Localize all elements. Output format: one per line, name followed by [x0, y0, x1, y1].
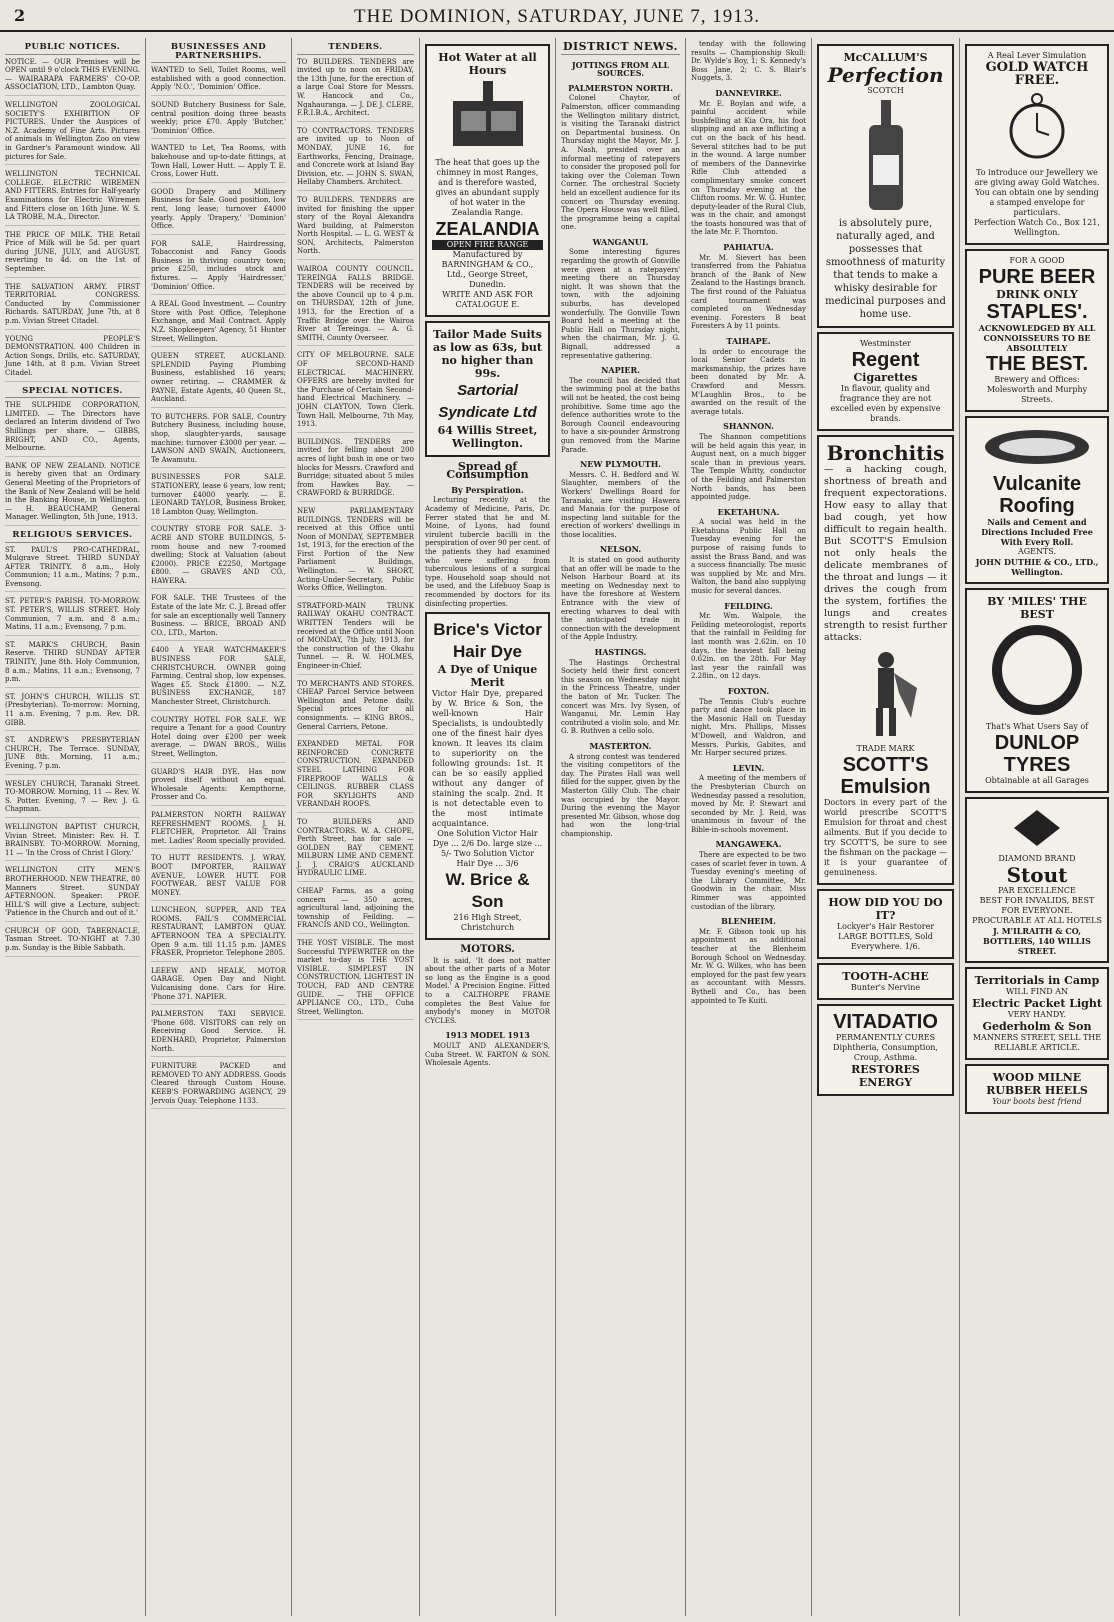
whisky-bottle-icon	[861, 100, 911, 210]
classified-ad: A REAL Good Investment. — Country Store with Post Office, Telephone Exchange, and Mail Contract. Apply N.Z. Shopkeepers' Agency, 51 Hunter Street, Wellington.	[151, 300, 286, 347]
notice-ad: THE SALVATION ARMY. FIRST TERRITORIAL CONGRESS. Conducted by Commissioner Richards. SATURDAY, June 7th, at 8 p.m. Vivian Street Citadel.	[5, 283, 140, 330]
news-place: HASTINGS.	[594, 647, 647, 657]
tailor-line-2: as low as 63s, but	[432, 340, 543, 354]
beer-best: THE BEST.	[985, 352, 1089, 375]
brice-address: 216 High Street, Christchurch	[453, 913, 522, 933]
column-tenders	[292, 38, 420, 1616]
news-text: A social was held in the Eketahuna Public Hall on Tuesday evening for the purpose of raising funds to assist the Brass Band, and was a success financially. The music was supplied by Mr. and Mrs. Walton, the band also supplying music for several dances.	[691, 518, 806, 596]
news-text: There are expected to be two cases of scarlet fever in town. A Tuesday evening's meeting of the Library Committee, Mr. Goodwin in the chair, Miss Rimmer was appointed custodian of the library.	[691, 851, 806, 911]
tailor-line-3: no higher than 99s.	[441, 353, 534, 380]
zealandia-text: The heat that goes up the chimney in most Ranges, and is therefore wasted, gives an abundant supply of hot water in the Zealandia Range.	[435, 157, 540, 217]
notice-ad: NOTICE. — OUR Premises will be OPEN until 9 o'clock THIS EVENING. — WAIRARAPA FARMERS' CO-OP. ASSOCIATION, LTD., Lambton Quay.	[5, 58, 140, 96]
vulcanite-company: JOHN DUTHIE & CO., LTD., Wellington.	[975, 557, 1099, 578]
diamond-stout-ad	[965, 797, 1109, 964]
tender-ad: CHEAP Farms, as a going concern — 350 acres, agricultural land, adjoining the township of Feilding. — FRANCIS AND CO., Wellington.	[297, 887, 414, 934]
mccallum-scotch: SCOTCH	[867, 86, 904, 95]
stout-maker: J. M'ILRAITH & CO, BOTTLERS, 140 WILLIS STREET.	[983, 926, 1091, 957]
vitadatio-sub: PERMANENTLY CURES Diphtheria, Consumption, Croup, Asthma.	[833, 1033, 938, 1063]
toothache-title: TOOTH-ACHE	[842, 970, 929, 984]
brice-prices: One Solution Victor Hair Dye ... 2/6 Do. large size ... 5/- Two Solution Victor Hair Dye ... 3/6	[432, 829, 543, 869]
column-district-news	[556, 38, 686, 1616]
classified-ad: PALMERSTON TAXI SERVICE. 'Phone 608. VISITORS can rely on Receiving Good Service. H. EDENHARD, Proprietor, Palmerston North.	[151, 1010, 286, 1057]
news-place: EKETAHUNA.	[717, 506, 780, 517]
beer-ack: ACKNOWLEDGED BY ALL CONNOISSEURS TO BE ABSOLUTELY	[978, 322, 1096, 353]
notice-ad: WELLINGTON TECHNICAL COLLEGE. ELECTRIC WIREMEN AND FITTERS. Entries for Half-yearly Examinations for Electric Wiremen and Fitters close on 16th June. W. S. LA TROBE, M.A., Director.	[5, 170, 140, 226]
notice-ad: YOUNG PEOPLE'S DEMONSTRATION. 400 Children in Action Songs, Drills, etc. SATURDAY, June 14th, at 8 p.m. Vivian Street Citadel.	[5, 335, 140, 382]
range-stove-icon	[443, 81, 533, 151]
fishman-trademark-icon	[851, 648, 921, 738]
tender-ad: TO BUILDERS AND CONTRACTORS. W. A. CHOPE, Perth Street, has for sale — GOLDEN BAY CEMENT, MILBURN LIME AND CEMENT. J. J. CRAIG'S AUCKLAND HYDRAULIC LIME.	[297, 818, 414, 882]
toothache-ad	[817, 963, 954, 1000]
church-notice: WESLEY CHURCH, Taranaki Street. TO-MORROW. Morning, 11 — Rev. W. S. Potter. Evening, 7 — Rev. J. G. Chapman.	[5, 780, 140, 818]
news-text: Colonel Chaytor, of Palmerston, officer commanding the Wellington military district, is visiting the Taranaki district on Departmental business. On Thursday night the Mayor, Mr. J. A. Nash, presided over an informal meeting of ratepayers to consider the proposed poll for taking over the Coleman Town Corner. The orchestral Society held an excellent audience for its concert on Thursday evening. The Opera House was well filled, the programme being a capital one.	[561, 94, 680, 232]
church-notice: CHURCH OF GOD, TABERNACLE, Tasman Street. TO-NIGHT at 7.30 p.m. Sunday is the Bible Sabbath.	[5, 927, 140, 957]
news-text: A strong contest was tendered the visiting competitors of the day. The Pirates Hall was well filled for the supper, given by the Masterton Gilly Club. The chair was occupied by the Mayor. During the evening the Mayor presented Mr. Gibson, whose dog had won the long-trial championship.	[561, 752, 680, 838]
bronchitis-text: — a hacking cough, shortness of breath and frequent expectorations. How easy to allay that bad cough, yet how difficult to regain health. But SCOTT'S Emulsion not only heals the delicate membranes of the throat and lungs — it drives the cough from the system, fortifies the lungs and creates strength to resist further attacks.	[824, 463, 947, 643]
classified-ad: COUNTRY HOTEL FOR SALE. WE require a Tenant for a good Country Hotel doing over £200 per week average. — DWAN BROS., Willis Street, Wellington.	[151, 716, 286, 763]
tyre-icon	[992, 625, 1082, 715]
stout-title: Stout	[1006, 863, 1068, 888]
scotts-text: Doctors in every part of the world prescribe SCOTT'S Emulsion for throat and chest ailments. But if you decide to try SCOTT'S, be sure to see the fishman on the package — it is your guarantee of genuineness.	[824, 798, 947, 878]
notice-ad: THE PRICE OF MILK. THE Retail Price of Milk will be 5d. per quart during JUNE, JULY, and AUGUST, reverting to 4d. on the 1st of September.	[5, 231, 140, 278]
watch-address: Perfection Watch Co., Box 121, Wellington.	[974, 217, 1100, 237]
staples-beer-ad	[965, 249, 1109, 412]
vulcanite-title: Vulcanite Roofing	[992, 473, 1082, 518]
news-place: BLENHEIM.	[721, 916, 776, 927]
church-notice: WELLINGTON CITY MEN'S BROTHERHOOD. NEW THEATRE, 80 Manners Street. SUNDAY AFTERNOON. Speaker: PROF. HILL'S will give a Lecture, subject: 'Patience in the Church and out of it.'	[5, 866, 140, 922]
brice-title: Brice's Victor Hair Dye	[433, 620, 542, 662]
classified-ad: FURNITURE PACKED and REMOVED TO ANY ADDRESS. Goods Cleared through Custom House. KEEB'S FORWARDING AGENCY, 29 Jervois Quay. Telephone 1133.	[151, 1062, 286, 1109]
news-text: Mr. M. Sievert has been transferred from the Pahiatua branch of the Bank of New Zealand to the Hastings branch. The first round of the Pahiatua card tournament was completed on Wednesday evening. Foresters B beat Foresters A by 11 points.	[691, 253, 806, 331]
mccallum-name: Perfection	[827, 63, 944, 87]
district-news-subheading: JOTTINGS FROM ALL SOURCES.	[571, 59, 670, 79]
news-text: In order to encourage the local Senior Cadets in marksmanship, the prizes have been donated by Mr. A. Crawford and Messrs. M'Laughlin Bros., to be awarded on the result of the average totals.	[691, 347, 806, 416]
regent-name: Regent	[851, 348, 920, 371]
page-number: 2	[14, 6, 26, 25]
stout-proc: PROCURABLE AT ALL HOTELS	[972, 916, 1102, 926]
lockyer-restorer-ad	[817, 889, 954, 959]
brice-maker: W. Brice & Son	[445, 870, 530, 912]
tailor-city: Wellington.	[452, 436, 523, 450]
stout-best: BEST FOR INVALIDS, BEST FOR EVERYONE.	[979, 896, 1095, 916]
notice-ad: WELLINGTON ZOOLOGICAL SOCIETY'S EXHIBITION OF PICTURES. Under the Auspices of N.Z. Academy of Fine Arts. Pictures of animals in Wellington Zoo on view in Gardner's Paramount window. All pictures for Sale.	[5, 101, 140, 165]
territorials-title: Territorials in Camp	[974, 974, 1100, 988]
news-text: tenday with the following results — Championship Skull: Dr. Wylde's Boy, 1; S. Kennedy's Boss Jane, 2; C. S. Blair's Nuggets, 3.	[691, 40, 806, 83]
lockyer-title: HOW DID YOU DO IT?	[828, 896, 943, 923]
territorials-handy: VERY HANDY.	[1007, 1010, 1067, 1020]
classified-ad: LEEEW AND HEALK, MOTOR GARAGE. Open Day and Night. Vulcanising done. Cars for Hire. 'Phone 371. NAPIER.	[151, 967, 286, 1005]
vulcanite-sub: Nails and Cement and Directions Included Free With Every Roll.	[981, 517, 1093, 548]
watch-text: To introduce our Jewellery we are giving away Gold Watches. You can obtain one by sending a stamped envelope for particulars.	[974, 167, 1100, 217]
heels-tag: Your boots best friend	[992, 1097, 1082, 1107]
beer-brand: STAPLES'.	[986, 300, 1088, 323]
watch-title: GOLD WATCH FREE.	[985, 60, 1089, 88]
dunlop-by: BY 'MILES' THE BEST	[987, 595, 1087, 622]
classified-ad: WANTED to Let, Tea Rooms, with bakehouse and up-to-date fittings, at Town Hall, Lower Hutt. — Apply T. E. Cross, Lower Hutt.	[151, 144, 286, 182]
district-news-heading: DISTRICT NEWS.	[562, 40, 679, 53]
heels-title: WOOD MILNE RUBBER HEELS	[986, 1071, 1088, 1098]
territorials-need: WILL FIND AN	[1006, 987, 1068, 997]
classified-ad: QUEEN STREET, AUCKLAND. SPLENDID Paying Plumbing Business, established 16 years; owner retiring. — CRAMMER & PAYNE, Estate Agents, 40 Queen St., Auckland.	[151, 352, 286, 408]
consumption-text: Lecturing recently at the Academy of Medicine, Paris, Dr. Ferrer stated that he and M. Moine, of Lyons, had found virulent tubercle bacilli in the perspiration of over 90 per cent. of the patients they had examined who were suffering from tuberculous lesions of a surgical type. Household soap should not be used, and the Lifebuoy Soap is recommended by doctors for its disinfecting properties.	[425, 496, 550, 608]
news-text: Mr. F. Gibson took up his appointment as additional teacher at the Blenheim Borough School on Wednesday. Mr. W. G. Wilkes, who has been employed for the past few years as accountant with Messrs. Bythell and Co., has been appointed to Te Kuiti.	[691, 927, 806, 1005]
news-place: TAIHAPE.	[726, 336, 771, 346]
dunlop-tyres-ad	[965, 588, 1109, 793]
news-text: Some interesting figures regarding the growth of Gonville were given at a ratepayers' meeting there on Thursday night. It was shown that the town, with the adjoining suburbs, has developed wonderfully. The Gonville Town Board held a meeting at the Public Hall on Thursday night, when the chairman, Mr. J. G. Bignall, addressed a representative gathering.	[561, 248, 680, 360]
zealandia-catalogue: WRITE AND ASK FOR CATALOGUE E.	[442, 289, 533, 309]
classified-ad: FOR SALE, Hairdressing, Tobacconist and Fancy Goods Business in thriving country town; price £250, includes stock and fixtures. — Apply 'Hairdresser,' 'Dominion' Office.	[151, 240, 286, 296]
classified-ad: GOOD Drapery and Millinery Business for Sale. Good position, low rent, long lease; turnover £4000 yearly. Apply 'Drapery,' 'Dominion' Office.	[151, 188, 286, 235]
tender-ad: EXPANDED METAL FOR REINFORCED CONCRETE CONSTRUCTION. EXPANDED STEEL LATHING FOR FIREPROOF WALLS & CEILINGS. RUBBER CLASS FOR SKYLIGHTS AND VERANDAH ROOFS.	[297, 740, 414, 813]
scotts-emulsion-ad	[817, 435, 954, 886]
news-place: LEVIN.	[732, 762, 765, 773]
classified-ad: GUARD'S HAIR DYE. Has now proved itself without an equal. Wholesale Agents: Kempthorne, Prosser and Co.	[151, 768, 286, 806]
news-text: The Hastings Orchestral Society held their first concert this season on Wednesday night in the Princess Theatre, under the baton of Mr. Tucker. The concert was Mrs. Ivy Sysen, of Wanganui, Mr. Lemin Hay contributed a violin solo, and Mr. G. B. Ruthven a cello solo.	[561, 658, 680, 736]
zealandia-sub: OPEN FIRE RANGE	[432, 240, 543, 250]
vulcanite-roll-icon	[982, 427, 1092, 467]
column-ads-right-a	[812, 38, 960, 1616]
column-district-news-cont	[686, 38, 812, 1616]
column-display-ads	[420, 38, 556, 1616]
consumption-title: Spread of Consumption	[446, 459, 529, 482]
vitadatio-foot: RESTORES ENERGY	[851, 1063, 920, 1090]
diamond-brand: DIAMOND BRAND	[998, 854, 1076, 864]
mccallum-whisky-ad	[817, 44, 954, 328]
vitadatio-ad	[817, 1004, 954, 1096]
territorials-firm: Gederholm & Son	[982, 1020, 1092, 1034]
dunlop-quote: That's What Users Say of	[985, 721, 1089, 731]
notice-ad: BANK OF NEW ZEALAND. NOTICE is hereby given that an Ordinary General Meeting of the Proprietors of the Bank of New Zealand will be held in the Banking House, in Wellington. — H. BEAUCHAMP, General Manager. Wellington, 5th June, 1913.	[5, 462, 140, 526]
news-place: DANNEVIRKE.	[715, 87, 782, 98]
news-place: NEW PLYMOUTH.	[579, 459, 662, 470]
zealandia-range-ad	[425, 44, 550, 317]
tailor-address: 64 Willis Street,	[437, 423, 538, 437]
beer-top: FOR A GOOD	[1009, 255, 1065, 265]
dunlop-obtain: Obtainable at all Garages	[985, 775, 1089, 785]
news-place: NAPIER.	[601, 365, 640, 376]
zealandia-tagline: Hot Water at all Hours	[438, 51, 537, 77]
section-heading: SPECIAL NOTICES.	[5, 387, 140, 399]
dunlop-brand: DUNLOP TYRES	[994, 731, 1080, 776]
scotts-trade: TRADE MARK	[856, 744, 915, 754]
church-notice: ST. MARK'S CHURCH, Basin Reserve. THIRD SUNDAY AFTER TRINITY, June 8th. Holy Communion, 8 a.m.; Matins, 11 a.m.; Evensong, 7 p.m.	[5, 641, 140, 688]
masthead	[0, 0, 1114, 32]
news-text: Messrs. C. H. Bedford and W. Slaughter, members of the Workers' Dwellings Board for Taranaki, are visiting Hawera and Manaia for the purpose of inspecting land suitable for the erection of workers' dwellings in those localities.	[561, 470, 680, 539]
watch-top: A Real Lever Simulation	[987, 51, 1087, 60]
tender-ad: WAIROA COUNTY COUNCIL. TEREINGA FALLS BRIDGE. TENDERS will be received by the above Council up to 4 p.m. on THURSDAY, 12th of June, 1913, for the Erection of a Traffic Bridge over the Wairoa River at Tereinga. — A. G. SMITH, County Overseer.	[297, 265, 414, 346]
tender-ad: TO BUILDERS. TENDERS are invited up to noon on FRIDAY, the 13th June, for the erection of a large Coal Store for Messrs. W. Hancock and Co., Ngahauranga. — J. DE J. CLERE, F.R.I.B.A., Architect.	[297, 58, 414, 122]
church-notice: ST. JOHN'S CHURCH, WILLIS ST. (Presbyterian). To-morrow: Morning, 11 a.m. Evening, 7 p.m. Rev. DR. GIBB.	[5, 693, 140, 731]
newspaper-title: THE DOMINION, SATURDAY, JUNE 7, 1913.	[354, 6, 760, 27]
news-text: Mr. E. Boylan and wife, a painful accident while bushfelling at Kia Ora, his foot slipping and an axe inflicting a cut on the back of his head. Several stitches had to be put in the wound. A large number of members of the Dannevirke Rifle Club attended a complimentary smoke concert on Thursday evening at the Clifton rooms. Mr. W. G. Hunter, deputy-leader of the Rural Club, was in the chair, and amongst the toasts honoured was that of the late Mr. F. Thornton.	[691, 99, 806, 237]
electric-light-ad	[965, 967, 1109, 1060]
regent-cigarettes-ad	[817, 332, 954, 431]
mccallum-text: is absolutely pure, naturally aged, and possesses that smoothness of maturity that tends to make a whisky desirable for medicinal purposes and home use.	[825, 217, 946, 320]
classified-ad: £400 A YEAR WATCHMAKER'S BUSINESS FOR SALE, CHRISTCHURCH. OWNER going Farming. Central shop, low expenses. Wages £5. Stock £1800. — N.Z. BUSINESS EXCHANGE, 187 Manchester Street, Christchurch.	[151, 646, 286, 710]
column-businesses	[146, 38, 292, 1616]
classified-ad: FOR SALE. THE Trustees of the Estate of the late Mr. C. J. Bread offer for sale an exceptionally well Tannery Business. — BRICE, BROAD AND CO., LTD., Marton.	[151, 594, 286, 641]
pocket-watch-icon	[1007, 91, 1067, 161]
news-place: NELSON.	[599, 544, 642, 555]
church-notice: ST. PAUL'S PRO-CATHEDRAL, Mulgrave Street. THIRD SUNDAY AFTER TRINITY. 8 a.m., Holy Communion; 11 a.m., Matins; 7 p.m., Evensong.	[5, 546, 140, 593]
brice-text: Victor Hair Dye, prepared by W. Brice & Son, the well-known Hair Specialists, is undoubtedly one of the finest hair dyes known. It leaves its claim to superiority on the following grounds: 1st. It can be so easily applied without any danger of staining the scalp. 2nd. It is not detectable even to the most intimate acquaintance.	[432, 689, 543, 829]
regent-cig: Cigarettes	[853, 370, 918, 384]
section-heading: TENDERS.	[297, 43, 414, 55]
lockyer-note: LARGE BOTTLES, Sold Everywhere. 1/6.	[838, 932, 933, 952]
brice-hair-dye-ad	[425, 612, 550, 940]
regent-pre: Westminster	[860, 338, 911, 348]
classified-ad: PALMERSTON NORTH RAILWAY REFRESHMENT ROOMS. J. H. FLETCHER, Proprietor. All Trains met. Ladies' Room specially provided.	[151, 811, 286, 849]
motors-title: MOTORS.	[460, 944, 515, 956]
tender-ad: THE YOST VISIBLE. The most Successful TYPEWRITER on the market to-day is THE YOST VISIBLE. SIMPLEST IN CONSTRUCTION, LIGHTEST IN TOUCH, FAD AND CENTRE GUIDE. — THE OFFICE APPLIANCE CO., LTD., Cuba Street, Wellington.	[297, 939, 414, 1020]
classified-ad: TO HUTT RESIDENTS. J. WRAY, BOOT IMPORTER, RAILWAY AVENUE, LOWER HUTT. FOR FOOTWEAR. BEST VALUE FOR MONEY.	[151, 854, 286, 901]
beer-drink: DRINK ONLY	[996, 287, 1078, 301]
vulcanite-agents: AGENTS.	[1017, 547, 1057, 557]
rubber-heels-ad	[965, 1064, 1109, 1114]
classified-ad: WANTED to Sell, Toilet Rooms, well established with a good connection. Apply 'N.O.', 'Dominion' Office.	[151, 66, 286, 96]
church-notice: ST. ANDREW'S PRESBYTERIAN CHURCH, The Terrace. SUNDAY, JUNE 8th. Morning, 11 a.m.; Evening, 7 p.m.	[5, 736, 140, 774]
lockyer-brand: Lockyer's Hair Restorer	[836, 922, 935, 932]
news-text: A meeting of the members of the Presbyterian Church on Wednesday passed a resolution, moved by Mr. P. Stewart and seconded by Mr. J. Reid, was unanimous in favour of the Bible-in-schools movement.	[691, 774, 806, 834]
news-place: MASTERTON.	[589, 740, 652, 751]
consumption-sub: By Perspiration.	[451, 484, 524, 495]
church-notice: ST. PETER'S PARISH. TO-MORROW. ST. PETER'S, WILLIS STREET. Holy Communion, 7 a.m. and 8 a.m.; Matins, 11 a.m.; Evensong, 7 p.m.	[5, 597, 140, 635]
vitadatio-title: VITADATIO	[833, 1011, 938, 1034]
church-notice: WELLINGTON BAPTIST CHURCH, Vivian Street. Minister: Rev. H. T. BRAINSBY. TO-MORROW. Morning, 11 — 'In the Cross of Christ I Glory.'	[5, 823, 140, 861]
classified-ad: TO BUTCHERS. FOR SALE, Country Butchery Business, including house, shop, slaughter-yards, sausage machine; turnover £3000 per year. — LAWSON AND SWAIN, Auctioneers, Te Awamutu.	[151, 413, 286, 469]
section-heading: PUBLIC NOTICES.	[5, 43, 140, 55]
column-ads-right-b	[960, 38, 1114, 1616]
news-text: It is stated on good authority that an offer will be made to the Nelson Harbour Board at its meeting on Wednesday next to have the foreshore at Western Entrance with the view of erecting wharves to deal with the anticipated trade in connection with the development of the Apple Industry.	[561, 556, 680, 642]
diamond-icon	[1012, 808, 1062, 848]
news-place: PAHIATUA.	[723, 242, 774, 253]
motors-agents: MOULT AND ALEXANDER'S, Cuba Street. W. FARTON & SON. Wholesale Agents.	[425, 1042, 550, 1068]
brice-sub: A Dye of Unique Merit	[437, 663, 538, 690]
section-heading: RELIGIOUS SERVICES.	[5, 531, 140, 543]
classified-ad: BUSINESSES FOR SALE. STATIONERY, lease 6 years, low rent; turnover £4000 yearly. — E. LEONARD TAYLOR, Business Broker, 18 Lambton Quay, Wellington.	[151, 473, 286, 520]
tender-ad: TO CONTRACTORS. TENDERS are invited up to Noon of MONDAY, JUNE 16, for Earthworks, Fencing, Drainage, and Concrete work at Island Bay Division, etc. — JOHN S. SWAN, Hellaby Chambers. Architect.	[297, 127, 414, 191]
news-place: FOXTON.	[727, 685, 770, 696]
bronchitis-title: Bronchitis	[826, 440, 945, 465]
news-place: FEILDING.	[724, 600, 773, 611]
classified-ad: LUNCHEON, SUPPER, AND TEA ROOMS. FAIL'S COMMERCIAL RESTAURANT, LAMBTON QUAY. AFTERNOON TEA A SPECIALITY. Open 9 a.m. till 11.15 p.m. JAMES FRASER, Proprietor. Telephone 2805.	[151, 906, 286, 962]
tailor-brand: Sartorial Syndicate Ltd	[438, 381, 537, 421]
motors-model: 1913 MODEL 1913	[445, 1030, 530, 1041]
news-place: WANGANUI.	[592, 236, 649, 247]
zealandia-title: ZEALANDIA	[435, 218, 540, 239]
news-place: SHANNON.	[723, 421, 774, 432]
toothache-sub: Bunter's Nervine	[850, 983, 921, 993]
news-text: The Shannon competitions will be held again this year, in August next, on a much bigger scale than in previous years. The Temple Whitty, conductor of the Feilding and Palmerston North bands, has been appointed judge.	[691, 432, 806, 502]
tender-ad: CITY OF MELBOURNE. SALE OF SECOND-HAND ELECTRICAL MACHINERY. OFFERS are hereby invited for the Purchase of Certain Second-hand Electrical Machinery. — JOHN CLAYTON, Town Clerk. Town Hall, Melbourne, 7th May, 1913.	[297, 351, 414, 432]
news-place: PALMERSTON NORTH.	[568, 82, 673, 93]
regent-text: In flavour, quality and fragrance they are not excelled even by expensive brands.	[830, 383, 941, 423]
column-public-notices	[0, 38, 146, 1616]
tender-ad: TO BUILDERS. TENDERS are invited for finishing the upper story of the Royal Alexandra Ward building, at Palmerston North Hospital. — L. G. WEST & SON, Architects, Palmerston North.	[297, 196, 414, 260]
tender-ad: STRATFORD-MAIN TRUNK RAILWAY OKAHU CONTRACT. WRITTEN Tenders will be received at the Office until Noon of MONDAY, 7th July, 1913, for the construction of the Okahu Tunnel. — R. W. HOLMES, Engineer-in-Chief.	[297, 602, 414, 675]
tender-ad: NEW PARLIAMENTARY BUILDINGS. TENDERS will be received at this Office until Noon of MONDAY, SEPTEMBER 1st, 1913, for the erection of the First Portion of the New Parliament Buildings, Wellington. — W. SHORT, Acting-Under-Secretary, Public Works Office, Wellington.	[297, 507, 414, 597]
motors-text: It is said, 'It does not matter about the other parts of a Motor so long as the Engine is a good Model.' A Precision Engine. Fitted to a CALTHORPE FRAME completes the Best Value for anybody's money in MOTOR CYCLES.	[425, 956, 550, 1025]
news-text: The Tennis Club's euchre party and dance took place in the Masonic Hall on Tuesday night. Mrs. Phillips, Misses M'Dowell, and Waldron, and Messrs. Purkis, Gabites, and Mr. Harper secured prizes.	[691, 697, 806, 758]
news-text: Mr. Wm. Walpole, the Feilding meteorologist, reports that the rainfall in Feilding for last month was 2.62in. on 10 days, the heaviest fall being 0.62in. on the 28th. For May last year the rainfall was 2.28in., on 12 days.	[691, 612, 806, 681]
scotts-title: SCOTT'S Emulsion	[840, 754, 931, 799]
classified-ad: SOUND Butchery Business for Sale, central position doing three beasts weekly; price £70. Apply 'Butcher,' 'Dominion' Office.	[151, 101, 286, 139]
news-text: The council has decided that the swimming pool at the baths will not be heated, the cost being prohibitive. Some time ago the defence authorities wrote to the Borough Council endeavouring to have a six-pounder Armstrong gun removed from the Marine Parade.	[561, 376, 680, 454]
vulcanite-roofing-ad	[965, 416, 1109, 585]
tender-ad: BUILDINGS. TENDERS are invited for felling about 200 acres of light bush in one or two blocks for Messrs. Crawford and Burridge; situated about 5 miles from Hawkes Bay. — CRAWFORD & BURRIDGE.	[297, 438, 414, 502]
classified-ad: COUNTRY STORE FOR SALE. 3-ACRE AND STORE BUILDINGS, 5-room house and new 7-roomed dwelling; Stock at Valuation (about £2000). PRICE £2250, Mortgage £800. — GRAVES AND CO., HAWERA.	[151, 525, 286, 589]
tailor-ad	[425, 321, 550, 457]
gold-watch-ad	[965, 44, 1109, 245]
zealandia-maker: Manufactured by BARNINGHAM & CO., Ltd., George Street, Dunedin.	[441, 249, 534, 289]
stout-par: PAR EXCELLENCE	[998, 886, 1076, 896]
notice-ad: THE SULPHIDE CORPORATION, LIMITED. — The Directors have declared an Interim dividend of Two Shillings per share. — GIBBS, BRIGHT, AND CO., Agents, Melbourne.	[5, 401, 140, 457]
territorials-light: Electric Packet Light	[972, 997, 1102, 1011]
tender-ad: TO MERCHANTS AND STORES. CHEAP Parcel Service between Wellington and Petone daily. Special prices for all consignments. — KING BROS., General Carriers, Petone.	[297, 680, 414, 736]
news-place: MANGAWEKA.	[715, 839, 782, 850]
beer-title: PURE BEER	[978, 265, 1096, 288]
mccallum-brand: McCALLUM'S	[843, 51, 928, 64]
territorials-addr: MANNERS STREET, SELL THE RELIABLE ARTICLE.	[972, 1033, 1102, 1053]
section-heading: BUSINESSES AND PARTNERSHIPS.	[151, 43, 286, 63]
beer-brewery: Brewery and Offices: Molesworth and Murphy Streets.	[986, 374, 1088, 404]
tailor-line-1: Tailor Made Suits	[433, 327, 542, 341]
